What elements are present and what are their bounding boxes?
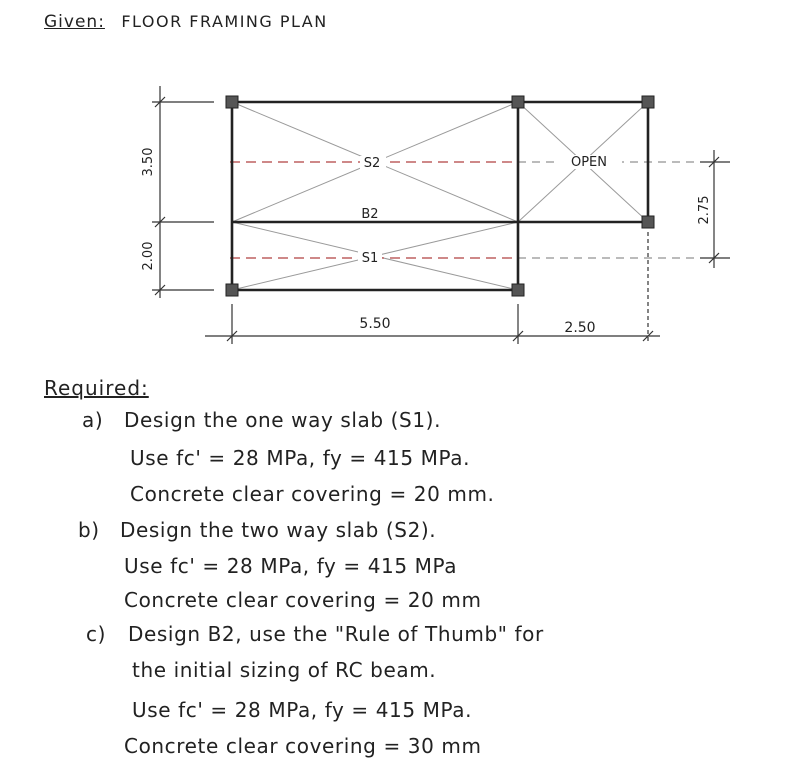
column-b1 [512, 96, 524, 108]
dim-height-bottom: 2.00 [141, 241, 156, 271]
item-b-marker: b) [78, 518, 100, 542]
floor-framing-plan [0, 0, 793, 370]
item-a-marker: a) [82, 408, 104, 432]
item-b-line3: Concrete clear covering = 20 mm [124, 588, 482, 612]
required-heading: Required: [44, 376, 149, 400]
slab-label-s1: S1 [361, 251, 379, 266]
section-lines [230, 162, 728, 258]
column-c2 [642, 216, 654, 228]
item-b-line2: Use fc' = 28 MPa, fy = 415 MPa [124, 554, 458, 578]
item-a-line2: Use fc' = 28 MPa, fy = 415 MPa. [130, 446, 471, 470]
yield-lines [232, 102, 648, 290]
column-a3 [226, 284, 238, 296]
beam-label-b2: B2 [361, 207, 379, 222]
item-a-line3: Concrete clear covering = 20 mm. [130, 482, 495, 506]
column-b3 [512, 284, 524, 296]
dim-height-right: 2.75 [697, 195, 712, 225]
dim-width-left: 5.50 [359, 316, 391, 332]
given-label: Given: [44, 12, 105, 32]
item-a-text1: Design the one way slab (S1). [124, 408, 442, 432]
slab-label-s2: S2 [363, 156, 381, 171]
plan-title: FLOOR FRAMING PLAN [121, 12, 328, 31]
item-b-line1 [78, 518, 436, 542]
item-c-marker: c) [86, 622, 106, 646]
item-c-line4: Concrete clear covering = 30 mm [124, 734, 482, 758]
column-c1 [642, 96, 654, 108]
opening-label: OPEN [570, 155, 608, 170]
item-c-line2: the initial sizing of RC beam. [132, 658, 437, 682]
left-dimension-line [152, 86, 214, 298]
dim-height-top: 3.50 [141, 147, 156, 177]
item-c-line1 [86, 622, 544, 646]
item-c-line3: Use fc' = 28 MPa, fy = 415 MPa. [132, 698, 473, 722]
item-c-text1: Design B2, use the "Rule of Thumb" for [128, 622, 544, 646]
dim-width-right: 2.50 [564, 320, 596, 336]
item-a-line1 [82, 408, 441, 432]
item-b-text1: Design the two way slab (S2). [120, 518, 437, 542]
column-a1 [226, 96, 238, 108]
